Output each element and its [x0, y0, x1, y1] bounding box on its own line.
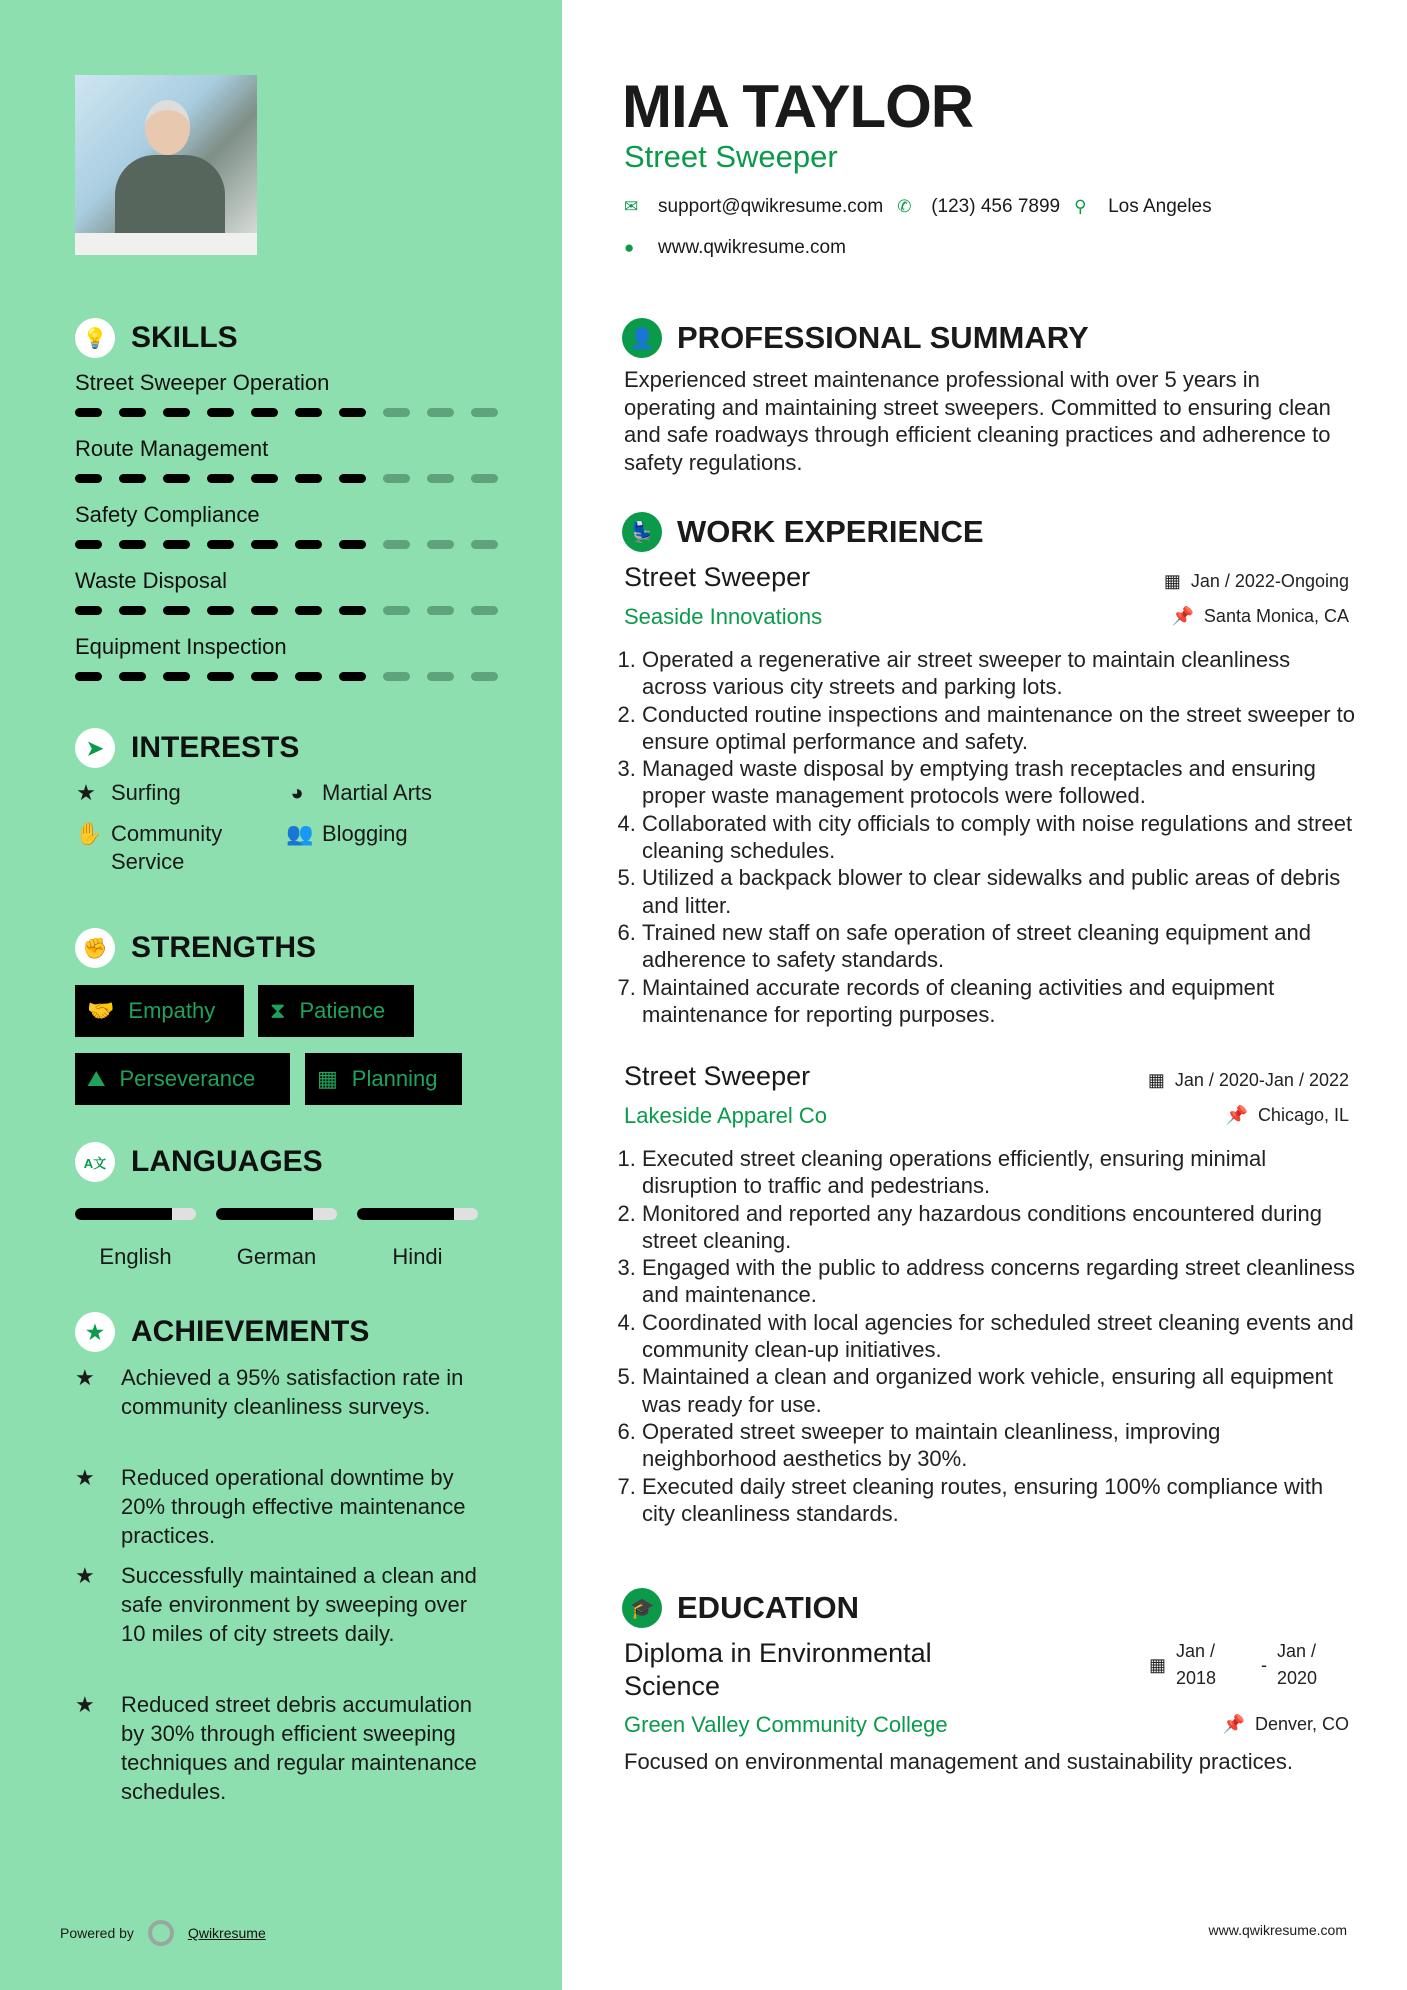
skill-level-segment	[295, 606, 322, 615]
star-icon: ★	[75, 1465, 95, 1490]
strength-tag: 🤝 Empathy	[75, 985, 244, 1037]
star-icon: ★	[75, 1365, 95, 1390]
job-location: 📌 Santa Monica, CA	[1171, 606, 1349, 626]
skill-level-segment	[339, 606, 366, 615]
job-location: 📌 Chicago, IL	[1225, 1105, 1349, 1125]
phone: (123) 456 7899	[931, 196, 1061, 217]
fist-icon: ✊	[75, 928, 115, 968]
bullet: 7. Executed daily street cleaning routes, ensuring 100% compliance with city cleanliness standards.	[642, 1473, 1358, 1528]
globe-icon: ◕	[290, 780, 304, 805]
skill-level-segment	[383, 672, 410, 681]
skill-level-segment	[295, 408, 322, 417]
bullet: 5. Maintained a clean and organized work vehicle, ensuring all equipment was ready for use.	[642, 1363, 1358, 1418]
skill-level-segment	[383, 540, 410, 549]
bullet: 7. Maintained accurate records of cleaning activities and equipment maintenance for reporting purposes.	[642, 974, 1358, 1029]
school: Green Valley Community College	[624, 1712, 948, 1737]
skill-level-segment	[163, 540, 190, 549]
skill-level-segment	[427, 408, 454, 417]
language-level-bar	[216, 1208, 313, 1220]
skill-level-segment	[427, 606, 454, 615]
skill-level-bar	[75, 672, 505, 681]
skill-level-bar	[75, 606, 505, 615]
bullet: 6. Trained new staff on safe operation of street cleaning equipment and adherence to safety standards.	[642, 919, 1358, 974]
skill-level-segment	[471, 408, 498, 417]
language-level-bar	[75, 1208, 172, 1220]
bullet: 3. Managed waste disposal by emptying trash receptacles and ensuring proper waste management protocols were followed.	[642, 755, 1358, 810]
lightbulb-icon: 💡	[75, 318, 115, 358]
job-dates: ▦ Jan / 2020-Jan / 2022	[1147, 1070, 1349, 1090]
skill-level-segment	[471, 540, 498, 549]
strength-tag: ⛰ Perseverance	[75, 1053, 290, 1105]
skill-level-segment	[427, 540, 454, 549]
skill-level-segment	[119, 540, 146, 549]
skill-level-segment	[251, 474, 278, 483]
email[interactable]: support@qwikresume.com	[658, 196, 884, 217]
skill-level-segment	[75, 540, 102, 549]
skill-level-segment	[119, 408, 146, 417]
skill-level-segment	[295, 474, 322, 483]
job-company: Lakeside Apparel Co	[624, 1103, 828, 1128]
skill-level-segment	[427, 672, 454, 681]
language-item: German	[216, 1208, 337, 1270]
skill-level-segment	[339, 672, 366, 681]
skill-level-segment	[251, 408, 278, 417]
skill-level-segment	[75, 606, 102, 615]
summary-text: Experienced street maintenance professional with over 5 years in operating and maintaining street sweepers. Committed to ensuring clean and safe roadways through efficient cleaning practices and adherence to safety regulations.	[624, 367, 1331, 475]
map-pin-icon: ⚲	[1074, 197, 1087, 216]
achievements-heading: ★ ACHIEVEMENTS	[75, 1312, 369, 1352]
envelope-icon: ✉	[624, 197, 639, 216]
website-row	[624, 237, 846, 259]
achievement-item: ★ Reduced street debris accumulation by 30% through efficient sweeping techniques and regular maintenance schedules.	[75, 1692, 477, 1804]
skill-label: Street Sweeper Operation	[75, 370, 330, 395]
phone-icon: ✆	[897, 197, 912, 216]
skill-level-segment	[471, 672, 498, 681]
handshake-icon: 🤝	[87, 998, 115, 1023]
language-item: Hindi	[357, 1208, 478, 1270]
bullet: 1. Executed street cleaning operations efficiently, ensuring minimal disruption to traffic and pedestrians.	[642, 1145, 1358, 1200]
skill-item	[75, 634, 505, 681]
strength-tag: ⧗ Patience	[258, 985, 414, 1037]
star-badge-icon: ★	[75, 1312, 115, 1352]
skill-level-segment	[251, 606, 278, 615]
skill-item	[75, 568, 505, 615]
calendar-icon: ▦	[1163, 571, 1181, 591]
strengths-heading: ✊ STRENGTHS	[75, 928, 316, 968]
bullet: 2. Conducted routine inspections and maintenance on the street sweeper to ensure optimal performance and safety.	[642, 701, 1358, 756]
skill-level-segment	[295, 672, 322, 681]
bullet: 1. Operated a regenerative air street sweeper to maintain cleanliness across various city streets and parking lots.	[642, 646, 1358, 701]
location: Los Angeles	[1108, 196, 1212, 217]
qwikresume-logo-icon	[148, 1920, 174, 1946]
interest-item: ✋ Community Service	[75, 821, 223, 874]
qwikresume-link[interactable]: Qwikresume	[187, 1925, 266, 1941]
skill-level-segment	[119, 606, 146, 615]
skill-level-segment	[119, 474, 146, 483]
graduate-icon: 🎓	[622, 1588, 662, 1628]
skill-level-bar	[75, 474, 505, 483]
achievement-item: ★ Successfully maintained a clean and safe environment by sweeping over 10 miles of city streets daily.	[75, 1563, 477, 1646]
strength-tag: ▦ Planning	[305, 1053, 462, 1105]
star-icon: ★	[76, 780, 96, 805]
job-title: Street Sweeper	[624, 139, 838, 174]
profile-photo	[75, 75, 257, 255]
skill-item	[75, 502, 505, 549]
summary-heading: 👤 PROFESSIONAL SUMMARY	[622, 318, 1089, 358]
translate-icon: A文	[75, 1142, 115, 1182]
skill-item	[75, 436, 505, 483]
skill-level-segment	[207, 606, 234, 615]
skill-level-bar	[75, 540, 505, 549]
job-role: Street Sweeper	[624, 562, 811, 592]
calendar-icon: ▦	[1148, 1654, 1166, 1675]
education-dates: ▦ Jan / 2018 - Jan / 2020	[1148, 1641, 1318, 1688]
star-icon: ★	[75, 1692, 95, 1717]
skill-level-segment	[471, 474, 498, 483]
bullet: 3. Engaged with the public to address concerns regarding street cleanliness and maintenance.	[642, 1254, 1358, 1309]
job-bullets	[618, 1145, 1358, 1527]
powered-by: Powered by Qwikresume	[60, 1920, 266, 1946]
footer-website[interactable]: www.qwikresume.com	[1208, 1922, 1347, 1938]
education-location: 📌 Denver, CO	[1222, 1714, 1349, 1734]
skill-level-segment	[383, 474, 410, 483]
bullet: 4. Collaborated with city officials to comply with noise regulations and street cleaning schedules.	[642, 810, 1358, 865]
calendar-icon: ▦	[1147, 1070, 1165, 1090]
skill-level-segment	[295, 540, 322, 549]
skill-level-segment	[383, 408, 410, 417]
job-bullets	[618, 646, 1358, 1028]
website[interactable]: www.qwikresume.com	[658, 237, 846, 258]
skill-level-segment	[163, 606, 190, 615]
pushpin-icon: 📌	[1225, 1105, 1248, 1125]
skill-level-segment	[383, 606, 410, 615]
interests-heading: ➤ INTERESTS	[75, 728, 299, 768]
user-icon: 👤	[622, 318, 662, 358]
skill-level-segment	[163, 408, 190, 417]
bullet: 4. Coordinated with local agencies for scheduled street cleaning events and community clean-up initiatives.	[642, 1309, 1358, 1364]
skill-label: Waste Disposal	[75, 568, 228, 593]
skill-level-segment	[75, 672, 102, 681]
bullet: 6. Operated street sweeper to maintain cleanliness, improving neighborhood aesthetics by 30%.	[642, 1418, 1358, 1473]
skill-level-segment	[339, 474, 366, 483]
skill-level-segment	[75, 408, 102, 417]
skill-item	[75, 370, 505, 417]
skill-level-segment	[339, 540, 366, 549]
contact-row	[624, 196, 1212, 218]
interest-item: ★ Surfing	[76, 780, 181, 805]
road-icon: ⛰	[87, 1066, 106, 1091]
pushpin-icon: 📌	[1222, 1714, 1245, 1734]
education-heading: 🎓 EDUCATION	[622, 1588, 859, 1628]
bullet: 2. Monitored and reported any hazardous conditions encountered during street cleaning.	[642, 1200, 1358, 1255]
degree: Diploma in Environmental Science	[624, 1638, 932, 1701]
skill-level-segment	[207, 540, 234, 549]
skill-level-segment	[163, 672, 190, 681]
skill-level-segment	[207, 474, 234, 483]
skills-heading: 💡 SKILLS	[75, 318, 238, 358]
skill-label: Equipment Inspection	[75, 634, 287, 659]
skill-level-segment	[339, 408, 366, 417]
skill-label: Safety Compliance	[75, 502, 260, 527]
skill-level-bar	[75, 408, 505, 417]
skill-level-segment	[163, 474, 190, 483]
interest-item: ◕ Martial Arts	[286, 779, 432, 807]
bullet: 5. Utilized a backpack blower to clear sidewalks and public areas of debris and litter.	[642, 864, 1358, 919]
skill-level-segment	[119, 672, 146, 681]
hourglass-icon: ⧗	[270, 998, 286, 1023]
skill-label: Route Management	[75, 436, 269, 461]
job-dates: ▦ Jan / 2022-Ongoing	[1163, 571, 1349, 591]
users-icon: 👥	[286, 821, 314, 846]
achievement-item: ★ Achieved a 95% satisfaction rate in community cleanliness surveys.	[75, 1365, 464, 1419]
skill-level-segment	[471, 606, 498, 615]
achievement-item: ★ Reduced operational downtime by 20% through effective maintenance practices.	[75, 1465, 466, 1548]
job-role: Street Sweeper	[624, 1061, 811, 1091]
skill-level-segment	[251, 540, 278, 549]
office-chair-icon: 💺	[622, 512, 662, 552]
hand-icon: ✋	[75, 821, 103, 846]
skill-level-segment	[207, 408, 234, 417]
education-text: Focused on environmental management and sustainability practices.	[624, 1749, 1293, 1774]
skill-level-segment	[75, 474, 102, 483]
skill-level-segment	[251, 672, 278, 681]
job-company: Seaside Innovations	[624, 604, 823, 629]
candidate-name: MIA TAYLOR	[622, 73, 974, 140]
interest-item: 👥 Blogging	[286, 821, 408, 846]
skill-level-segment	[207, 672, 234, 681]
paper-plane-icon: ➤	[75, 728, 115, 768]
languages-heading: A文 LANGUAGES	[75, 1142, 323, 1182]
language-item: English	[75, 1208, 196, 1270]
pushpin-icon: 📌	[1171, 606, 1194, 626]
calendar-icon: ▦	[317, 1066, 338, 1091]
language-level-bar	[357, 1208, 454, 1220]
skill-level-segment	[427, 474, 454, 483]
experience-heading: 💺 WORK EXPERIENCE	[622, 512, 984, 552]
star-icon: ★	[75, 1563, 95, 1588]
globe-icon: ●	[624, 238, 635, 257]
